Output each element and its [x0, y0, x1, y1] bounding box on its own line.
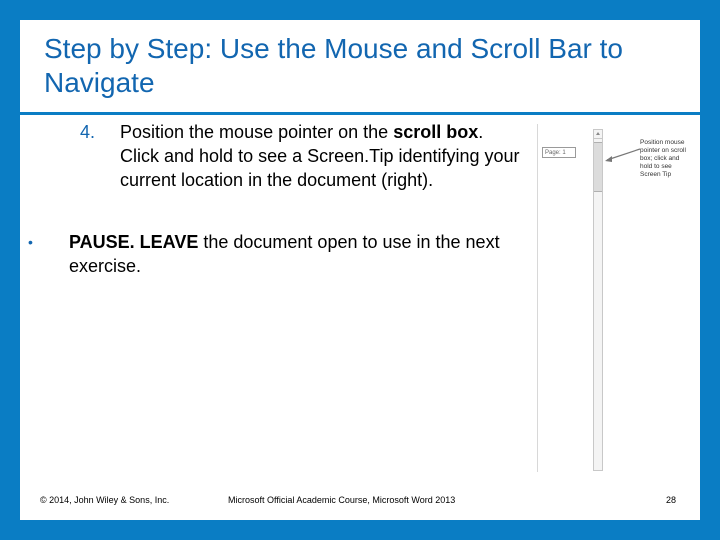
callout-text: Position mouse pointer on scroll box; click and hold to see Screen Tip [640, 139, 686, 178]
scroll-up-arrow-icon[interactable] [594, 130, 602, 139]
scrollbar-screenshot [537, 124, 690, 472]
screentip: Page: 1 [542, 147, 576, 158]
step-text-before: Position the mouse pointer on the [120, 122, 394, 142]
footer-page-number: 28 [666, 495, 677, 505]
bullet-text-after: the document open to use in the next exercise. [69, 232, 500, 276]
step-number: 4. [80, 122, 96, 142]
bullet-item [20, 230, 530, 278]
bullet-text [69, 230, 529, 278]
bullet-bold-term: PAUSE. LEAVE [69, 232, 199, 252]
slide-title: Step by Step: Use the Mouse and Scroll Bar to Navigate [44, 33, 623, 98]
scroll-box[interactable] [594, 142, 602, 192]
step-bold-term: scroll box [393, 122, 479, 142]
callout-arrow-icon [603, 146, 643, 166]
bullet-marker: • [28, 234, 33, 250]
footer-copyright: © 2014, John Wiley & Sons, Inc. [40, 495, 170, 505]
vertical-scrollbar[interactable] [593, 129, 603, 471]
step-text-after: . Click and hold to see a Screen.Tip identifying your current location in the document (right). [120, 122, 520, 190]
step-item [20, 120, 530, 216]
title-divider [20, 112, 700, 115]
footer-course: Microsoft Official Academic Course, Microsoft Word 2013 [228, 495, 456, 505]
step-text [120, 120, 520, 192]
slide-panel [20, 20, 700, 520]
